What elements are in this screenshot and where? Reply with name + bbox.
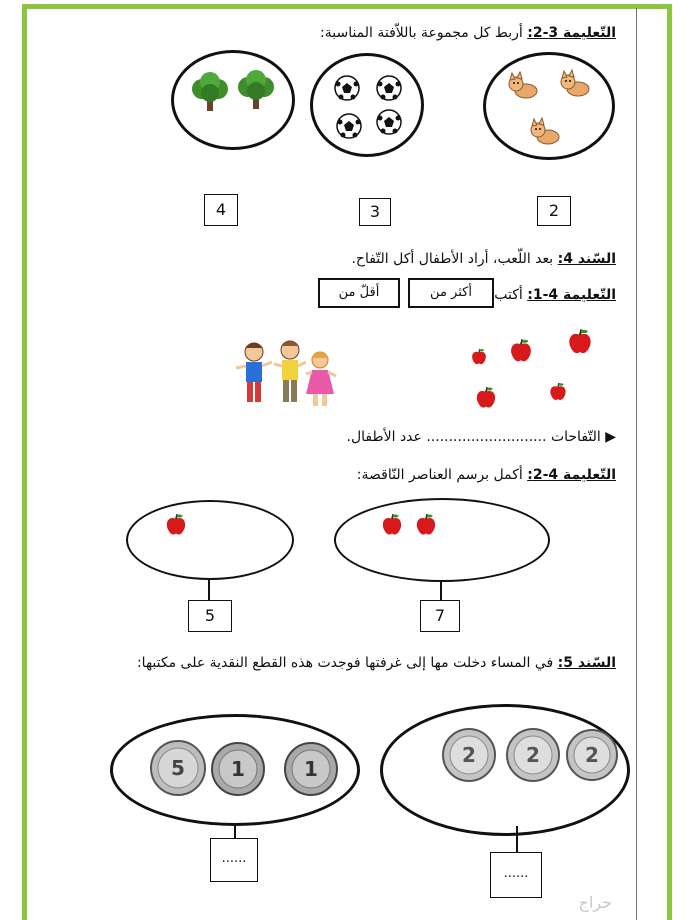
sentence-apples[interactable]: التّفاحات ........................... [426,429,601,445]
number-box: 5 [188,600,232,632]
pointer-bullet-icon: ▶ [600,429,616,445]
task-3-2-label: التّعليمة 3-2: [527,25,616,41]
coin-value: 5 [171,756,185,780]
coin-icon [505,727,561,783]
coin-icon [283,741,339,797]
coin-icon [149,739,207,797]
coin-icon [565,727,619,783]
prompt-5-text: في المساء دخلت مها إلى غرفتها فوجدت هذه القطع النقدية على مكتبها: [136,655,558,671]
coin-icon [211,741,265,797]
number-box: 2 [537,196,571,226]
apple-icon [566,328,594,356]
apple-icon [164,512,188,538]
prompt-5-label: السّند 5: [557,655,616,671]
coin-value: 1 [304,757,318,781]
prompt-4-text: بعد اللّعب، أراد الأطفال أكل التّفاح. [351,251,558,267]
number-box: 4 [204,194,238,226]
soccer-ball-icon [375,74,403,102]
right-drawing-ellipse[interactable] [334,498,550,582]
apple-icon [380,512,404,538]
balls-group-circle [310,53,424,157]
connector-line [516,826,518,852]
task-4-2-text: أكمل برسم العناصر النّاقصة: [356,467,528,483]
task-4-1-heading [494,286,616,304]
task-4-1-sentence [347,428,616,446]
choice-more-than[interactable]: أكثر من [408,278,494,308]
number-box: 7 [420,600,460,632]
soccer-ball-icon [335,112,363,140]
left-drawing-ellipse[interactable] [126,500,294,580]
soccer-ball-icon [333,74,361,102]
prompt-5-line [137,654,616,672]
task-4-1-text: أكتب [494,287,528,303]
tree-icon [236,69,276,111]
coin-value: 2 [462,743,476,767]
coin-value: 2 [585,743,599,767]
apple-icon [474,386,498,410]
prompt-4-label: السّند 4: [557,251,616,267]
sentence-children: عدد الأطفال. [346,429,427,445]
cat-icon [558,69,592,99]
apple-icon [470,348,488,366]
cats-group-circle [483,52,615,160]
task-4-1-label: التّعليمة 4-1: [527,287,616,303]
watermark-logo: حراج [578,893,612,912]
cat-icon [528,117,562,147]
connector-line [208,580,210,600]
trees-group-circle [171,50,295,150]
choice-less-than[interactable]: أقلّ من [318,278,400,308]
left-coins-ellipse [110,714,360,826]
coin-value: 1 [231,757,245,781]
task-3-2-heading [320,24,616,42]
task-4-2-label: التّعليمة 4-2: [527,467,616,483]
connector-line [234,826,236,838]
apple-icon [548,382,568,402]
cat-icon [506,71,540,101]
margin-line [636,8,637,920]
soccer-ball-icon [375,108,403,136]
apple-icon [508,338,534,364]
task-4-2-heading [357,466,616,484]
apple-icon [414,512,438,538]
coin-icon [441,727,497,783]
number-box: 3 [359,198,391,226]
prompt-4-line [351,250,616,268]
coin-value: 2 [526,743,540,767]
connector-line [440,582,442,600]
children-icon [234,338,340,412]
answer-box-right[interactable]: ...... [490,852,542,898]
answer-box-left[interactable]: ...... [210,838,258,882]
task-3-2-text: أربط كل مجموعة باللاّفتة المناسبة: [320,25,528,41]
tree-icon [190,71,230,113]
right-coins-ellipse [380,704,630,836]
